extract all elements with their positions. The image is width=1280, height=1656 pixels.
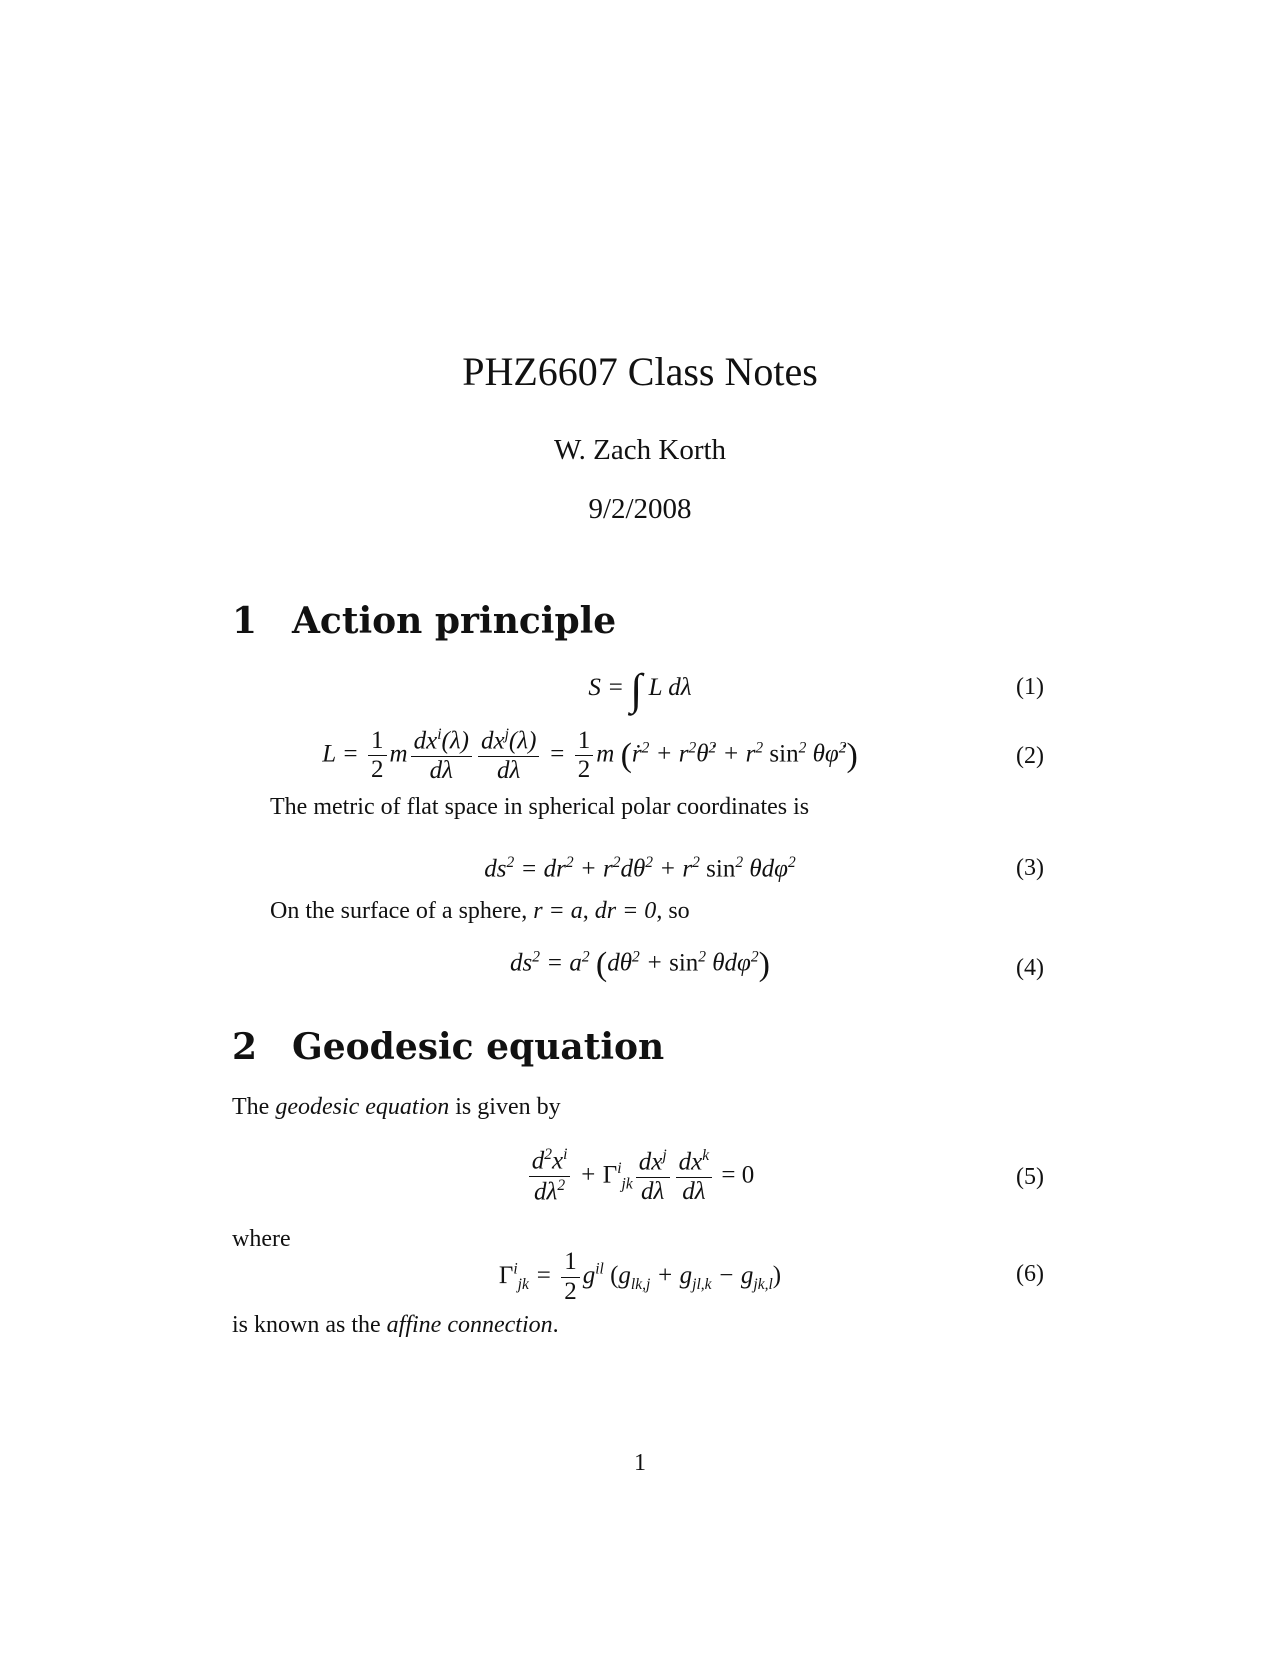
sphere-intro-math-dr: dr = 0 <box>594 898 657 924</box>
equation-number-2: (2) <box>1016 743 1044 769</box>
equation-4: $ds^2 = a^2$ $(d\theta^2 + \sin^2 \theta d\varphi^2)$ <box>510 946 770 983</box>
equation-number-3: (3) <box>1016 855 1044 881</box>
equation-number-4: (4) <box>1016 955 1044 981</box>
document-title: PHZ6607 Class Notes <box>462 349 818 394</box>
sphere-intro-text-e: , so <box>656 898 690 924</box>
paragraph-geodesic-intro <box>232 1094 561 1121</box>
paragraph-metric-intro: The metric of flat space in spherical polar coordinates is <box>270 794 810 820</box>
equation-1: S = ∫ L dλ <box>588 665 692 714</box>
geodesic-intro-text-a: The <box>232 1094 276 1120</box>
sphere-intro-math-r: r = a <box>533 898 583 924</box>
equation-number-5: (5) <box>1016 1164 1044 1190</box>
sphere-intro-text-a: On the surface of a sphere, <box>270 898 534 924</box>
affine-text-a: is known as the <box>232 1312 387 1338</box>
equation-number-6: (6) <box>1016 1261 1044 1287</box>
geodesic-intro-emphasis: geodesic equation <box>275 1094 450 1120</box>
page-number: 1 <box>634 1450 646 1476</box>
geodesic-intro-text-b: is given by <box>449 1094 561 1120</box>
equation-6: $\Gamma^i_{jk}$ = $\frac{1}{2}$ $g^{il}$ $(g_{lk,j} + g_{jl,k} - g_{jk,l})$ <box>498 1248 782 1305</box>
paragraph-affine <box>232 1312 559 1339</box>
section-2-title: Geodesic equation <box>292 1026 665 1068</box>
affine-emphasis: affine connection <box>386 1312 553 1338</box>
equation-5: $\frac{d^2x^i}{d\lambda^2}$ + $\Gamma^i_{jk}$ $\frac{dx^j}{d\lambda}$ $\frac{dx^k}{d\lambda}$ = 0 <box>0 1146 1280 1207</box>
section-2-number: 2 <box>232 1026 258 1068</box>
equation-3: $ds^2 = dr^2 + r^2d\theta^2 + r^2$ $\sin^2 \theta d\varphi^2$ <box>484 854 796 883</box>
affine-text-b: . <box>552 1312 559 1338</box>
sphere-intro-text-c: , <box>582 898 595 924</box>
section-1-number: 1 <box>232 600 258 642</box>
date: 9/2/2008 <box>588 493 692 525</box>
equation-2: L = $\frac{1}{2}$ m $\frac{dx^i(\lambda)}{d\lambda}$ $\frac{dx^j(\lambda)}{d\lambda}$ = $\frac{1}{2}$ m (ṙ$^2$ + $r^2\thetȧ^2 + r^2$ $\sin^2$ θφ̇$^2$) <box>322 726 858 785</box>
paragraph-where: where <box>232 1226 291 1252</box>
equation-number-1: (1) <box>1016 674 1044 700</box>
section-1-title: Action principle <box>292 600 617 642</box>
paragraph-sphere-intro <box>270 898 690 925</box>
author: W. Zach Korth <box>553 434 727 466</box>
